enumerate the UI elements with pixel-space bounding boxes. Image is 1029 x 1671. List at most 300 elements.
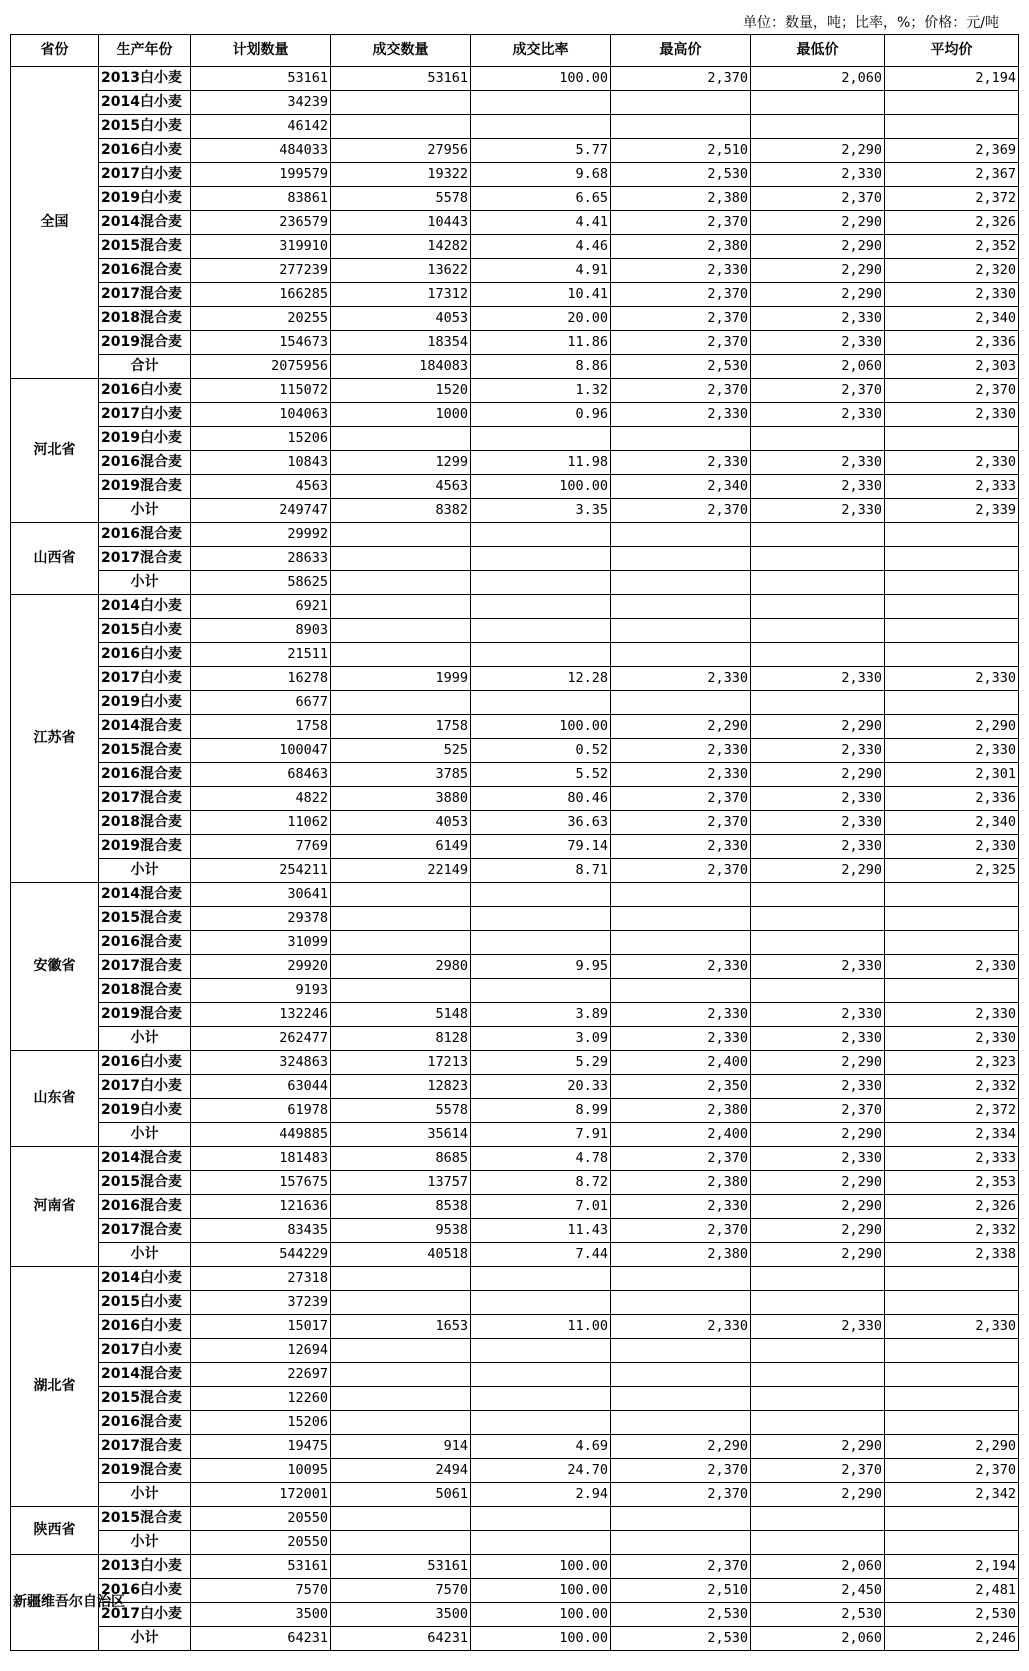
planned-qty-cell: 20550: [191, 1531, 331, 1555]
deal-rate-cell: [471, 571, 611, 595]
deal-rate-cell: [471, 1363, 611, 1387]
province-cell: 山东省: [11, 1051, 99, 1147]
table-row: [11, 1363, 1019, 1387]
deal-rate-cell: [471, 907, 611, 931]
min-price-cell: [751, 1363, 885, 1387]
deal-qty-cell: 525: [331, 739, 471, 763]
max-price-cell: [611, 883, 751, 907]
min-price-cell: 2,450: [751, 1579, 885, 1603]
planned-qty-cell: 172001: [191, 1483, 331, 1507]
max-price-cell: 2,380: [611, 235, 751, 259]
planned-qty-cell: 7769: [191, 835, 331, 859]
avg-price-cell: [885, 1339, 1019, 1363]
deal-rate-cell: [471, 1411, 611, 1435]
table-row: [11, 835, 1019, 859]
max-price-cell: 2,370: [611, 1483, 751, 1507]
max-price-cell: 2,330: [611, 451, 751, 475]
year-cell: 2013白小麦: [99, 67, 191, 91]
min-price-cell: [751, 1291, 885, 1315]
avg-price-cell: 2,369: [885, 139, 1019, 163]
deal-qty-cell: [331, 523, 471, 547]
planned-qty-cell: 30641: [191, 883, 331, 907]
table-row: [11, 427, 1019, 451]
max-price-cell: 2,380: [611, 187, 751, 211]
year-cell: 小计: [99, 1627, 191, 1651]
deal-qty-cell: [331, 619, 471, 643]
year-cell: 小计: [99, 1027, 191, 1051]
avg-price-cell: [885, 91, 1019, 115]
deal-qty-cell: 10443: [331, 211, 471, 235]
max-price-cell: 2,400: [611, 1051, 751, 1075]
deal-qty-cell: [331, 1339, 471, 1363]
avg-price-cell: 2,330: [885, 739, 1019, 763]
min-price-cell: 2,330: [751, 1075, 885, 1099]
subtotal-row: [11, 1243, 1019, 1267]
planned-qty-cell: 28633: [191, 547, 331, 571]
min-price-cell: 2,330: [751, 787, 885, 811]
year-cell: 2017混合麦: [99, 283, 191, 307]
min-price-cell: [751, 523, 885, 547]
table-row: [11, 715, 1019, 739]
planned-qty-cell: 19475: [191, 1435, 331, 1459]
planned-qty-cell: 181483: [191, 1147, 331, 1171]
deal-rate-cell: 8.72: [471, 1171, 611, 1195]
table-row: [11, 1387, 1019, 1411]
deal-qty-cell: 184083: [331, 355, 471, 379]
max-price-cell: 2,370: [611, 211, 751, 235]
year-cell: 2017混合麦: [99, 1435, 191, 1459]
max-price-cell: [611, 91, 751, 115]
deal-qty-cell: 19322: [331, 163, 471, 187]
planned-qty-cell: 4563: [191, 475, 331, 499]
table-row: [11, 1555, 1019, 1579]
min-price-cell: 2,330: [751, 667, 885, 691]
max-price-cell: 2,330: [611, 403, 751, 427]
avg-price-cell: 2,333: [885, 475, 1019, 499]
unit-note: 单位：数量，吨；比率，%；价格：元/吨: [742, 15, 999, 31]
year-cell: 小计: [99, 1531, 191, 1555]
deal-qty-cell: 8685: [331, 1147, 471, 1171]
year-cell: 2015混合麦: [99, 739, 191, 763]
max-price-cell: [611, 691, 751, 715]
max-price-cell: 2,290: [611, 1435, 751, 1459]
deal-rate-cell: [471, 1387, 611, 1411]
deal-rate-cell: 9.95: [471, 955, 611, 979]
deal-qty-cell: 8382: [331, 499, 471, 523]
table-row: [11, 763, 1019, 787]
max-price-cell: 2,400: [611, 1123, 751, 1147]
deal-qty-cell: 13757: [331, 1171, 471, 1195]
avg-price-cell: 2,481: [885, 1579, 1019, 1603]
planned-qty-cell: 2075956: [191, 355, 331, 379]
min-price-cell: 2,370: [751, 187, 885, 211]
max-price-cell: 2,370: [611, 859, 751, 883]
min-price-cell: 2,370: [751, 379, 885, 403]
max-price-cell: 2,370: [611, 787, 751, 811]
avg-price-cell: 2,336: [885, 331, 1019, 355]
deal-qty-cell: 9538: [331, 1219, 471, 1243]
min-price-cell: 2,330: [751, 1003, 885, 1027]
avg-price-cell: 2,372: [885, 187, 1019, 211]
avg-price-cell: 2,530: [885, 1603, 1019, 1627]
deal-qty-cell: 8128: [331, 1027, 471, 1051]
deal-rate-cell: 5.77: [471, 139, 611, 163]
table-row: [11, 115, 1019, 139]
year-cell: 2015混合麦: [99, 235, 191, 259]
max-price-cell: [611, 595, 751, 619]
deal-qty-cell: [331, 1387, 471, 1411]
deal-qty-cell: 18354: [331, 331, 471, 355]
planned-qty-cell: 236579: [191, 211, 331, 235]
table-row: [11, 691, 1019, 715]
table-row: [11, 1075, 1019, 1099]
subtotal-row: [11, 499, 1019, 523]
table-row: [11, 787, 1019, 811]
deal-rate-cell: 20.00: [471, 307, 611, 331]
max-price-cell: 2,370: [611, 307, 751, 331]
min-price-cell: 2,330: [751, 1147, 885, 1171]
max-price-cell: 2,330: [611, 1003, 751, 1027]
min-price-cell: [751, 1387, 885, 1411]
deal-qty-cell: 1999: [331, 667, 471, 691]
max-price-cell: [611, 931, 751, 955]
max-price-cell: 2,340: [611, 475, 751, 499]
table-row: [11, 139, 1019, 163]
planned-qty-cell: 11062: [191, 811, 331, 835]
deal-rate-cell: 7.91: [471, 1123, 611, 1147]
max-price-cell: 2,530: [611, 1603, 751, 1627]
planned-qty-cell: 199579: [191, 163, 331, 187]
year-cell: 小计: [99, 571, 191, 595]
deal-qty-cell: 4053: [331, 307, 471, 331]
deal-qty-cell: 914: [331, 1435, 471, 1459]
planned-qty-cell: 324863: [191, 1051, 331, 1075]
min-price-cell: [751, 1507, 885, 1531]
deal-rate-cell: 3.09: [471, 1027, 611, 1051]
table-row: [11, 235, 1019, 259]
year-cell: 2016白小麦: [99, 643, 191, 667]
deal-rate-cell: [471, 91, 611, 115]
planned-qty-cell: 319910: [191, 235, 331, 259]
deal-rate-cell: [471, 643, 611, 667]
planned-qty-cell: 132246: [191, 1003, 331, 1027]
max-price-cell: 2,510: [611, 1579, 751, 1603]
avg-price-cell: 2,353: [885, 1171, 1019, 1195]
planned-qty-cell: 68463: [191, 763, 331, 787]
min-price-cell: 2,290: [751, 1171, 885, 1195]
avg-price-cell: 2,330: [885, 955, 1019, 979]
max-price-cell: [611, 1507, 751, 1531]
table-row: [11, 1099, 1019, 1123]
min-price-cell: 2,290: [751, 1483, 885, 1507]
min-price-cell: 2,370: [751, 1099, 885, 1123]
planned-qty-cell: 15206: [191, 1411, 331, 1435]
avg-price-cell: [885, 1411, 1019, 1435]
deal-rate-cell: 4.78: [471, 1147, 611, 1171]
avg-price-cell: 2,194: [885, 67, 1019, 91]
planned-qty-cell: 6921: [191, 595, 331, 619]
avg-price-cell: 2,301: [885, 763, 1019, 787]
deal-qty-cell: [331, 931, 471, 955]
deal-rate-cell: 100.00: [471, 1603, 611, 1627]
min-price-cell: [751, 691, 885, 715]
max-price-cell: 2,350: [611, 1075, 751, 1099]
deal-rate-cell: [471, 1339, 611, 1363]
deal-rate-cell: 4.41: [471, 211, 611, 235]
min-price-cell: [751, 1339, 885, 1363]
year-cell: 2014混合麦: [99, 211, 191, 235]
avg-price-cell: [885, 1363, 1019, 1387]
max-price-cell: 2,290: [611, 715, 751, 739]
planned-qty-cell: 6677: [191, 691, 331, 715]
min-price-cell: 2,060: [751, 355, 885, 379]
table-row: [11, 1291, 1019, 1315]
deal-qty-cell: [331, 883, 471, 907]
planned-qty-cell: 22697: [191, 1363, 331, 1387]
max-price-cell: 2,330: [611, 739, 751, 763]
min-price-cell: [751, 643, 885, 667]
province-cell: 新疆维吾尔自治区: [11, 1555, 99, 1651]
table-row: [11, 403, 1019, 427]
avg-price-cell: 2,330: [885, 403, 1019, 427]
deal-rate-cell: 2.94: [471, 1483, 611, 1507]
avg-price-cell: 2,330: [885, 1003, 1019, 1027]
avg-price-cell: 2,326: [885, 1195, 1019, 1219]
header-max-price: 最高价: [611, 35, 751, 67]
deal-rate-cell: [471, 523, 611, 547]
max-price-cell: 2,330: [611, 259, 751, 283]
planned-qty-cell: 121636: [191, 1195, 331, 1219]
planned-qty-cell: 10843: [191, 451, 331, 475]
table-row: [11, 211, 1019, 235]
max-price-cell: 2,530: [611, 1627, 751, 1651]
deal-qty-cell: 3880: [331, 787, 471, 811]
table-row: [11, 523, 1019, 547]
planned-qty-cell: 104063: [191, 403, 331, 427]
avg-price-cell: [885, 1267, 1019, 1291]
deal-rate-cell: 79.14: [471, 835, 611, 859]
min-price-cell: 2,330: [751, 475, 885, 499]
min-price-cell: 2,290: [751, 1435, 885, 1459]
planned-qty-cell: 249747: [191, 499, 331, 523]
deal-qty-cell: 53161: [331, 67, 471, 91]
year-cell: 2016混合麦: [99, 523, 191, 547]
year-cell: 2016混合麦: [99, 1411, 191, 1435]
province-cell: 江苏省: [11, 595, 99, 883]
planned-qty-cell: 254211: [191, 859, 331, 883]
table-row: [11, 475, 1019, 499]
min-price-cell: [751, 547, 885, 571]
deal-qty-cell: 1653: [331, 1315, 471, 1339]
table-row: [11, 547, 1019, 571]
min-price-cell: 2,290: [751, 715, 885, 739]
year-cell: 小计: [99, 1123, 191, 1147]
year-cell: 小计: [99, 499, 191, 523]
min-price-cell: 2,290: [751, 283, 885, 307]
min-price-cell: 2,290: [751, 1219, 885, 1243]
avg-price-cell: 2,342: [885, 1483, 1019, 1507]
deal-qty-cell: 17312: [331, 283, 471, 307]
planned-qty-cell: 262477: [191, 1027, 331, 1051]
min-price-cell: 2,330: [751, 331, 885, 355]
table-row: [11, 283, 1019, 307]
planned-qty-cell: 20550: [191, 1507, 331, 1531]
avg-price-cell: 2,246: [885, 1627, 1019, 1651]
avg-price-cell: 2,320: [885, 259, 1019, 283]
year-cell: 小计: [99, 1483, 191, 1507]
deal-rate-cell: 100.00: [471, 1555, 611, 1579]
max-price-cell: 2,380: [611, 1099, 751, 1123]
year-cell: 2016白小麦: [99, 1051, 191, 1075]
deal-rate-cell: [471, 1531, 611, 1555]
planned-qty-cell: 46142: [191, 115, 331, 139]
min-price-cell: [751, 595, 885, 619]
planned-qty-cell: 9193: [191, 979, 331, 1003]
min-price-cell: 2,060: [751, 67, 885, 91]
deal-rate-cell: 4.69: [471, 1435, 611, 1459]
max-price-cell: 2,380: [611, 1243, 751, 1267]
planned-qty-cell: 166285: [191, 283, 331, 307]
planned-qty-cell: 53161: [191, 67, 331, 91]
header-planned-qty: 计划数量: [191, 35, 331, 67]
year-cell: 2014白小麦: [99, 1267, 191, 1291]
table-row: [11, 667, 1019, 691]
max-price-cell: 2,370: [611, 1219, 751, 1243]
auction-results-table: [10, 34, 1019, 1651]
planned-qty-cell: 64231: [191, 1627, 331, 1651]
planned-qty-cell: 4822: [191, 787, 331, 811]
planned-qty-cell: 61978: [191, 1099, 331, 1123]
year-cell: 2018混合麦: [99, 979, 191, 1003]
province-cell: 山西省: [11, 523, 99, 595]
year-cell: 2015白小麦: [99, 619, 191, 643]
deal-rate-cell: 5.29: [471, 1051, 611, 1075]
deal-rate-cell: [471, 1267, 611, 1291]
year-cell: 2017混合麦: [99, 787, 191, 811]
header-deal-rate: 成交比率: [471, 35, 611, 67]
table-row: [11, 67, 1019, 91]
table-row: [11, 955, 1019, 979]
year-cell: 2017白小麦: [99, 667, 191, 691]
table-row: [11, 931, 1019, 955]
planned-qty-cell: 277239: [191, 259, 331, 283]
deal-qty-cell: 14282: [331, 235, 471, 259]
deal-qty-cell: [331, 1291, 471, 1315]
avg-price-cell: 2,330: [885, 1027, 1019, 1051]
max-price-cell: 2,330: [611, 763, 751, 787]
header-deal-qty: 成交数量: [331, 35, 471, 67]
table-row: [11, 811, 1019, 835]
deal-rate-cell: 100.00: [471, 1627, 611, 1651]
avg-price-cell: 2,332: [885, 1075, 1019, 1099]
year-cell: 2016白小麦: [99, 139, 191, 163]
avg-price-cell: 2,352: [885, 235, 1019, 259]
planned-qty-cell: 449885: [191, 1123, 331, 1147]
avg-price-cell: [885, 1507, 1019, 1531]
min-price-cell: 2,330: [751, 403, 885, 427]
max-price-cell: 2,330: [611, 1027, 751, 1051]
planned-qty-cell: 29920: [191, 955, 331, 979]
year-cell: 2016混合麦: [99, 259, 191, 283]
deal-rate-cell: 0.52: [471, 739, 611, 763]
table-row: [11, 1603, 1019, 1627]
deal-qty-cell: 13622: [331, 259, 471, 283]
min-price-cell: 2,330: [751, 811, 885, 835]
deal-qty-cell: 5578: [331, 187, 471, 211]
planned-qty-cell: 34239: [191, 91, 331, 115]
avg-price-cell: 2,333: [885, 1147, 1019, 1171]
year-cell: 2015混合麦: [99, 1507, 191, 1531]
table-row: [11, 595, 1019, 619]
deal-rate-cell: [471, 691, 611, 715]
deal-qty-cell: 35614: [331, 1123, 471, 1147]
deal-rate-cell: 10.41: [471, 283, 611, 307]
deal-qty-cell: 3500: [331, 1603, 471, 1627]
table-row: [11, 187, 1019, 211]
planned-qty-cell: 15017: [191, 1315, 331, 1339]
year-cell: 2017白小麦: [99, 403, 191, 427]
avg-price-cell: 2,290: [885, 715, 1019, 739]
avg-price-cell: [885, 427, 1019, 451]
year-cell: 2014混合麦: [99, 883, 191, 907]
deal-rate-cell: 3.35: [471, 499, 611, 523]
deal-qty-cell: [331, 643, 471, 667]
deal-qty-cell: [331, 91, 471, 115]
avg-price-cell: 2,290: [885, 1435, 1019, 1459]
avg-price-cell: [885, 931, 1019, 955]
avg-price-cell: 2,340: [885, 307, 1019, 331]
avg-price-cell: 2,330: [885, 835, 1019, 859]
planned-qty-cell: 15206: [191, 427, 331, 451]
deal-rate-cell: 6.65: [471, 187, 611, 211]
planned-qty-cell: 10095: [191, 1459, 331, 1483]
table-row: [11, 883, 1019, 907]
year-cell: 2014白小麦: [99, 91, 191, 115]
planned-qty-cell: 27318: [191, 1267, 331, 1291]
planned-qty-cell: 20255: [191, 307, 331, 331]
deal-qty-cell: [331, 691, 471, 715]
avg-price-cell: [885, 547, 1019, 571]
min-price-cell: 2,330: [751, 739, 885, 763]
min-price-cell: 2,330: [751, 499, 885, 523]
year-cell: 2019白小麦: [99, 1099, 191, 1123]
max-price-cell: 2,370: [611, 499, 751, 523]
year-cell: 2019混合麦: [99, 835, 191, 859]
deal-qty-cell: 3785: [331, 763, 471, 787]
table-row: [11, 379, 1019, 403]
avg-price-cell: [885, 643, 1019, 667]
max-price-cell: 2,370: [611, 379, 751, 403]
deal-qty-cell: 2494: [331, 1459, 471, 1483]
deal-qty-cell: 8538: [331, 1195, 471, 1219]
max-price-cell: [611, 115, 751, 139]
table-row: [11, 1219, 1019, 1243]
planned-qty-cell: 58625: [191, 571, 331, 595]
min-price-cell: [751, 1531, 885, 1555]
avg-price-cell: 2,326: [885, 211, 1019, 235]
deal-rate-cell: 8.99: [471, 1099, 611, 1123]
table-row: [11, 739, 1019, 763]
avg-price-cell: [885, 1531, 1019, 1555]
deal-qty-cell: 53161: [331, 1555, 471, 1579]
planned-qty-cell: 83861: [191, 187, 331, 211]
max-price-cell: 2,330: [611, 1195, 751, 1219]
province-cell: 全国: [11, 67, 99, 379]
table-row: [11, 1459, 1019, 1483]
max-price-cell: [611, 1267, 751, 1291]
min-price-cell: 2,290: [751, 1123, 885, 1147]
deal-rate-cell: 7.44: [471, 1243, 611, 1267]
